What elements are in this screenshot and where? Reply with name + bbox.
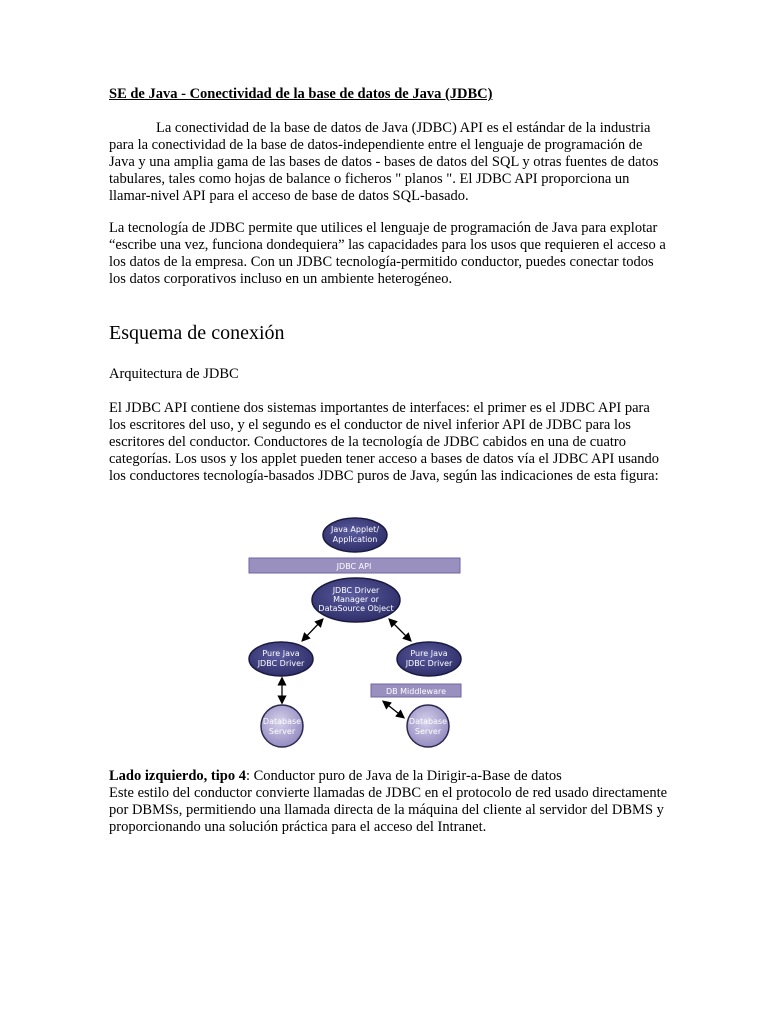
type4-detail: Este estilo del conductor convierte llamadas de JDBC en el protocolo de red usado directamente por DBMSs, permitiendo una llamada directa de la máquina del cliente al servidor del DBMS y proporcionando una solución práctica para el acceso del Intranet. xyxy=(109,784,668,835)
left-database-server xyxy=(261,705,303,747)
right-db-label-2: Server xyxy=(414,727,442,736)
left-driver-label-2: JDBC Driver xyxy=(257,659,305,668)
right-driver-label-1: Pure Java xyxy=(410,649,448,658)
architecture-subheading: Arquitectura de JDBC xyxy=(109,366,239,382)
left-db-label-1: Database xyxy=(262,717,302,726)
driver-manager-node xyxy=(312,578,400,622)
left-driver-node xyxy=(249,642,313,676)
arrow-manager-right xyxy=(390,620,410,640)
intro-paragraph: La conectividad de la base de datos de Java (JDBC) API es el estándar de la industria para la conectividad de la base de datos-independiente entre el lenguaje de programación de Java y una amplia gama de las bases de datos - bases de datos del SQL y otras fuentes de datos tabulares, tales como hojas de balance o ficheros " planos ". El JDBC API proporciona un llamar-nivel API para el acceso de base de datos SQL-basado. xyxy=(109,120,659,204)
type4-description: : Conductor puro de Java de la Dirigir-a-Base de datos xyxy=(245,768,562,784)
section-heading: Esquema de conexión xyxy=(109,322,285,344)
app-node xyxy=(323,518,387,552)
db-middleware-bar xyxy=(371,684,461,697)
arrow-middleware-db xyxy=(384,702,403,717)
left-driver-label-1: Pure Java xyxy=(262,649,300,658)
app-node-label-1: Java Applet/ xyxy=(330,525,380,534)
left-db-label-2: Server xyxy=(268,727,296,736)
db-middleware-label: DB Middleware xyxy=(385,687,447,696)
right-db-label-1: Database xyxy=(408,717,448,726)
manager-label-3: DataSource Object xyxy=(318,604,394,613)
architecture-paragraph: El JDBC API contiene dos sistemas importantes de interfaces: el primer es el JDBC API para los escritores del uso, y el segundo es el conductor de nivel inferior API de JDBC para los escritores del conductor. Conductores de la tecnología de JDBC cabidos en una de cuatro categorías. Los usos y los applet pueden tener acceso a bases de datos vía el JDBC API usando los conductores tecnología-basados JDBC puros de Java, según las indicaciones de esta figura: xyxy=(109,400,660,484)
type4-paragraph xyxy=(109,768,669,836)
technology-paragraph: La tecnología de JDBC permite que utilices el lenguaje de programación de Java para explotar “escribe una vez, funciona dondequiera” las capacidades para los usos que requieren el acceso a los datos de la empresa. Con un JDBC tecnología-permitido conductor, puedes conectar todos los datos corporativos incluso en un ambiente heterogéneo. xyxy=(109,220,666,287)
manager-label-2: Manager or xyxy=(333,595,379,604)
jdbc-api-bar xyxy=(249,558,460,573)
manager-label-1: JDBC Driver xyxy=(332,586,380,595)
document-title: SE de Java - Conectividad de la base de datos de Java (JDBC) xyxy=(109,86,493,102)
jdbc-api-label: JDBC API xyxy=(336,562,372,571)
type4-bold-label: Lado izquierdo, tipo 4 xyxy=(109,768,246,784)
right-driver-node xyxy=(397,642,461,676)
right-database-server xyxy=(407,705,449,747)
arrow-manager-left xyxy=(303,620,322,640)
right-driver-label-2: JDBC Driver xyxy=(405,659,453,668)
app-node-label-2: Application xyxy=(332,535,378,544)
